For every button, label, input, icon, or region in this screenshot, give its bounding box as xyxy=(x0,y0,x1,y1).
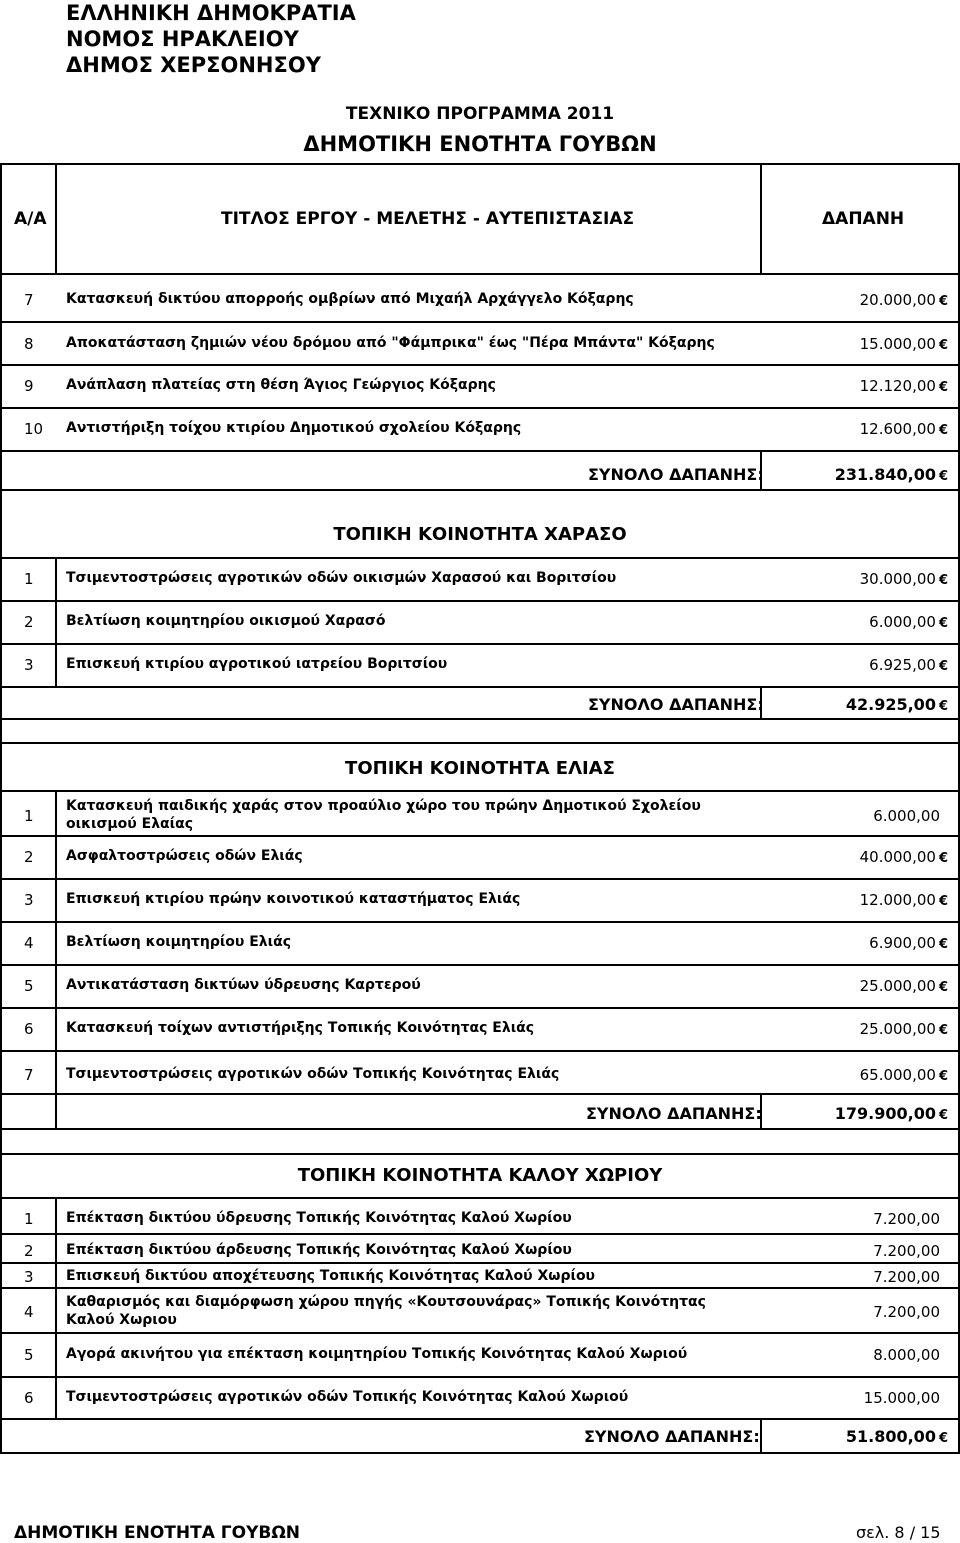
column-divider xyxy=(55,557,57,686)
column-divider xyxy=(55,790,57,1128)
row-cost xyxy=(873,1242,940,1260)
row-cost-value: 15.000,00 xyxy=(859,335,936,353)
row-divider xyxy=(0,1007,960,1009)
row-divider xyxy=(0,790,960,792)
row-number: 5 xyxy=(24,1346,34,1364)
row-cost-value: 30.000,00 xyxy=(859,570,936,588)
row-divider xyxy=(0,643,960,645)
row-cost-value: 65.000,00 xyxy=(859,1066,936,1084)
row-title: Τσιμεντοστρώσεις αγροτικών οδών Τοπικής Κοινότητας Ελιάς xyxy=(66,1066,560,1082)
row-number: 1 xyxy=(24,807,34,825)
row-divider xyxy=(0,1332,960,1334)
header-bottom-border xyxy=(0,273,960,275)
table-left-border xyxy=(0,163,2,1454)
header-line-3: ΔΗΜΟΣ ΧΕΡΣΟΝΗΣΟΥ xyxy=(66,53,321,77)
row-cost-value: 8.000,00 xyxy=(873,1346,940,1364)
row-cost-value: 6.925,00 xyxy=(869,656,936,674)
row-divider xyxy=(0,878,960,880)
row-cost-value: 12.600,00 xyxy=(859,420,936,438)
row-number: 3 xyxy=(24,656,34,674)
row-number: 2 xyxy=(24,1242,34,1260)
row-cost xyxy=(860,848,948,866)
table-top-border xyxy=(0,163,960,165)
row-cost xyxy=(860,977,948,995)
row-divider xyxy=(0,1287,960,1289)
row-title: Τσιμεντοστρώσεις αγροτικών οδών οικισμών Χαρασού και Βοριτσίου xyxy=(66,570,617,586)
row-title: Κατασκευή τοίχων αντιστήριξης Τοπικής Κοινότητας Ελιάς xyxy=(66,1020,535,1036)
row-number: 10 xyxy=(24,420,44,438)
row-number: 3 xyxy=(24,891,34,909)
row-cost xyxy=(869,934,948,952)
euro-icon: € xyxy=(938,294,948,309)
row-title: Επέκταση δικτύου άρδευσης Τοπικής Κοινότητας Καλού Χωρίου xyxy=(66,1242,572,1258)
header-line-2: ΝΟΜΟΣ ΗΡΑΚΛΕΙΟΥ xyxy=(66,27,299,51)
row-cost xyxy=(869,613,948,631)
section-title: ΤΟΠΙΚΗ ΚΟΙΝΟΤΗΤΑ ΕΛΙΑΣ xyxy=(345,758,615,779)
euro-icon: € xyxy=(938,1023,948,1038)
row-divider xyxy=(0,1093,960,1095)
row-title: Επισκευή κτιρίου αγροτικού ιατρείου Βοριτσίου xyxy=(66,656,448,672)
row-cost xyxy=(873,1268,940,1286)
row-number: 2 xyxy=(24,848,34,866)
total-value xyxy=(835,465,948,484)
row-cost-value: 25.000,00 xyxy=(859,977,936,995)
row-divider xyxy=(0,1153,960,1155)
euro-icon: € xyxy=(938,423,948,438)
row-title: Αγορά ακινήτου για επέκταση κοιμητηρίου Τοπικής Κοινότητας Καλού Χωριού xyxy=(66,1346,688,1362)
row-divider xyxy=(0,600,960,602)
row-cost-value: 40.000,00 xyxy=(859,848,936,866)
row-number: 7 xyxy=(24,291,34,309)
document-header xyxy=(66,0,356,78)
row-cost xyxy=(860,570,948,588)
row-divider xyxy=(0,718,960,720)
row-divider xyxy=(0,321,960,323)
row-title: Καθαρισμός και διαμόρφωση χώρου πηγής «Κουτσουνάρας» Τοπικής Κοινότητας Καλού Χωριου xyxy=(66,1294,706,1328)
row-divider xyxy=(0,1233,960,1235)
euro-icon: € xyxy=(938,659,948,674)
row-title: Τσιμεντοστρώσεις αγροτικών οδών Τοπικής Κοινότητας Καλού Χωριού xyxy=(66,1389,629,1405)
row-cost xyxy=(860,335,948,353)
row-divider xyxy=(0,1418,960,1420)
total-amount: 51.800,00 xyxy=(845,1427,936,1446)
row-number: 6 xyxy=(24,1389,34,1407)
row-divider xyxy=(0,835,960,837)
euro-icon: € xyxy=(938,1069,948,1084)
row-title: Βελτίωση κοιμητηρίου οικισμού Χαρασό xyxy=(66,613,386,629)
row-title: Αντικατάσταση δικτύων ύδρευσης Καρτερού xyxy=(66,977,421,993)
footer-page-number: σελ. 8 / 15 xyxy=(856,1523,941,1542)
row-title: Αντιστήριξη τοίχου κτιρίου Δημοτικού σχολείου Κόξαρης xyxy=(66,420,522,436)
row-divider xyxy=(0,1128,960,1130)
row-cost xyxy=(860,1066,948,1084)
row-divider xyxy=(0,364,960,366)
row-cost-value: 25.000,00 xyxy=(859,1020,936,1038)
footer-unit: ΔΗΜΟΤΙΚΗ ΕΝΟΤΗΤΑ ΓΟΥΒΩΝ xyxy=(14,1523,301,1543)
column-header-cost: ΔΑΠΑΝΗ xyxy=(822,209,905,229)
row-number: 8 xyxy=(24,335,34,353)
euro-icon: € xyxy=(938,980,948,995)
euro-icon: € xyxy=(938,469,948,484)
header-divider-1 xyxy=(55,163,57,275)
row-number: 1 xyxy=(24,570,34,588)
section-title: ΤΟΠΙΚΗ ΚΟΙΝΟΤΗΤΑ ΚΑΛΟΥ ΧΩΡΙΟΥ xyxy=(297,1165,663,1186)
row-title: Κατασκευή δικτύου απορροής ομβρίων από Μιχαήλ Αρχάγγελο Κόξαρης xyxy=(66,291,634,307)
euro-icon: € xyxy=(938,380,948,395)
row-divider xyxy=(0,557,960,559)
row-cost xyxy=(873,1303,940,1321)
total-label: ΣΥΝΟΛΟ ΔΑΠΑΝΗΣ: xyxy=(586,1104,762,1123)
row-cost-value: 7.200,00 xyxy=(873,1268,940,1286)
row-divider xyxy=(0,1050,960,1052)
row-cost xyxy=(873,1346,940,1364)
row-number: 1 xyxy=(24,1210,34,1228)
column-divider xyxy=(55,1197,57,1418)
row-title: Κατασκευή παιδικής χαράς στον προαύλιο χώρο του πρώην Δημοτικού Σχολείου οικισμού Ελαίας xyxy=(66,798,701,832)
row-divider xyxy=(0,407,960,409)
row-divider xyxy=(0,686,960,688)
row-title: Επισκευή δικτύου αποχέτευσης Τοπικής Κοινότητας Καλού Χωρίου xyxy=(66,1268,596,1284)
row-divider xyxy=(0,921,960,923)
section-title: ΤΟΠΙΚΗ ΚΟΙΝΟΤΗΤΑ ΧΑΡΑΣΟ xyxy=(333,524,627,545)
column-divider xyxy=(760,1418,762,1452)
euro-icon: € xyxy=(938,851,948,866)
total-amount: 42.925,00 xyxy=(845,695,936,714)
total-value xyxy=(846,1427,948,1446)
row-number: 5 xyxy=(24,977,34,995)
row-cost xyxy=(860,420,948,438)
row-title: Επισκευή κτιρίου πρώην κοινοτικού καταστήματος Ελιάς xyxy=(66,891,521,907)
row-cost xyxy=(860,291,948,309)
total-amount: 179.900,00 xyxy=(834,1104,936,1123)
row-number: 4 xyxy=(24,934,34,952)
row-divider xyxy=(0,1376,960,1378)
row-cost xyxy=(873,1210,940,1228)
row-cost xyxy=(860,891,948,909)
euro-icon: € xyxy=(938,616,948,631)
column-header-title: ΤΙΤΛΟΣ ΕΡΓΟΥ - ΜΕΛΕΤΗΣ - ΑΥΤΕΠΙΣΤΑΣΙΑΣ xyxy=(221,209,635,229)
program-title: ΤΕΧΝΙΚΟ ΠΡΟΓΡΑΜΜΑ 2011 xyxy=(345,104,615,124)
euro-icon: € xyxy=(938,573,948,588)
row-divider xyxy=(0,1262,960,1264)
row-number: 3 xyxy=(24,1268,34,1286)
row-cost-value: 12.120,00 xyxy=(859,377,936,395)
header-line-1: ΕΛΛΗΝΙΚΗ ΔΗΜΟΚΡΑΤΙΑ xyxy=(66,1,356,25)
row-title: Αποκατάσταση ζημιών νέου δρόμου από "Φάμπρικα" έως "Πέρα Μπάντα" Κόξαρης xyxy=(66,335,715,351)
row-title: Ασφαλτοστρώσεις οδών Ελιάς xyxy=(66,848,303,864)
row-divider xyxy=(0,964,960,966)
euro-icon: € xyxy=(938,338,948,353)
row-cost xyxy=(864,1389,940,1407)
row-number: 6 xyxy=(24,1020,34,1038)
euro-icon: € xyxy=(938,1431,948,1446)
row-number: 4 xyxy=(24,1303,34,1321)
row-cost-value: 7.200,00 xyxy=(873,1242,940,1260)
row-divider xyxy=(0,1197,960,1199)
total-label: ΣΥΝΟΛΟ ΔΑΠΑΝΗΣ: xyxy=(588,695,764,714)
total-amount: 231.840,00 xyxy=(834,465,936,484)
row-cost-value: 15.000,00 xyxy=(863,1389,940,1407)
row-divider xyxy=(0,450,960,452)
euro-icon: € xyxy=(938,937,948,952)
euro-icon: € xyxy=(938,1108,948,1123)
row-cost-value: 6.900,00 xyxy=(869,934,936,952)
total-label: ΣΥΝΟΛΟ ΔΑΠΑΝΗΣ: xyxy=(584,1427,760,1446)
row-cost-value: 6.000,00 xyxy=(873,807,940,825)
row-divider xyxy=(0,1452,960,1454)
row-divider xyxy=(0,489,960,491)
total-label: ΣΥΝΟΛΟ ΔΑΠΑΝΗΣ: xyxy=(588,465,764,484)
row-number: 9 xyxy=(24,377,34,395)
euro-icon: € xyxy=(938,894,948,909)
row-cost-value: 7.200,00 xyxy=(873,1210,940,1228)
row-number: 7 xyxy=(24,1066,34,1084)
total-value xyxy=(846,695,948,714)
row-cost xyxy=(873,807,940,825)
row-title: Επέκταση δικτύου ύδρευσης Τοπικής Κοινότητας Καλού Χωρίου xyxy=(66,1210,572,1226)
unit-title: ΔΗΜΟΤΙΚΗ ΕΝΟΤΗΤΑ ΓΟΥΒΩΝ xyxy=(303,132,657,156)
row-cost-value: 20.000,00 xyxy=(859,291,936,309)
row-title: Βελτίωση κοιμητηρίου Ελιάς xyxy=(66,934,292,950)
row-cost-value: 12.000,00 xyxy=(859,891,936,909)
row-cost-value: 7.200,00 xyxy=(873,1303,940,1321)
row-number: 2 xyxy=(24,613,34,631)
row-title: Ανάπλαση πλατείας στη θέση Άγιος Γεώργιος Κόξαρης xyxy=(66,377,496,393)
total-value xyxy=(835,1104,948,1123)
row-cost xyxy=(860,377,948,395)
row-cost xyxy=(869,656,948,674)
column-header-no: Α/Α xyxy=(14,209,47,229)
row-divider xyxy=(0,742,960,744)
row-cost xyxy=(860,1020,948,1038)
header-divider-2 xyxy=(760,163,762,275)
row-cost-value: 6.000,00 xyxy=(869,613,936,631)
euro-icon: € xyxy=(938,699,948,714)
